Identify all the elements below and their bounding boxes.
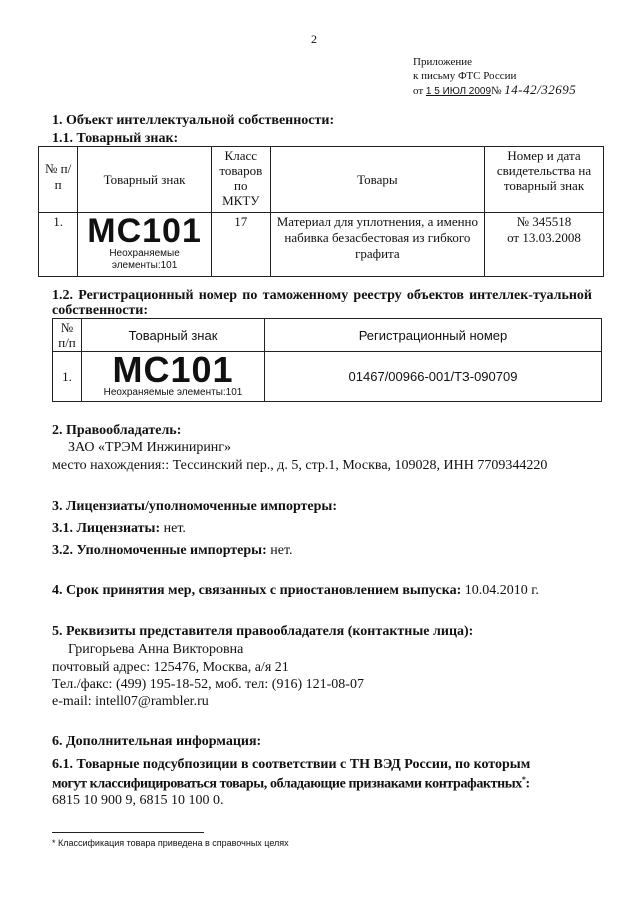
col-num-header: № п/п: [39, 147, 78, 213]
release-date: 10.04.2010 г.: [464, 583, 539, 598]
attachment-letter: к письму ФТС России: [413, 70, 517, 82]
attachment-date-line: [413, 83, 633, 99]
licensees-value: нет.: [163, 521, 186, 536]
col-cert-header: Номер и дата свидетельства на товарный знак: [484, 147, 603, 213]
footnote-mark: *: [521, 775, 526, 784]
contact-postal: почтовый адрес: 125476, Москва, а/я 21: [52, 660, 289, 675]
trademark-cell: [78, 213, 211, 277]
section6-1-line2-text: могут классифицироваться товары, обладающие признаками контрафактных: [52, 776, 522, 792]
cert-date: от 13.03.2008: [507, 230, 581, 245]
col-class-header: Класс товаров по МКТУ: [211, 147, 270, 213]
contact-name: Григорьева Анна Викторовна: [68, 642, 244, 657]
reg-unprotected-elements: Неохраняемые элементы:101: [103, 387, 243, 398]
date-stamp: 1 5 ИЮЛ 2009: [425, 86, 492, 97]
section4-line: [52, 583, 539, 599]
col-trademark-header: Товарный знак: [78, 147, 211, 213]
rightholder-name: ЗАО «ТРЭМ Инжиниринг»: [68, 440, 232, 455]
footnote: * Классификация товара приведена в справочных целях: [52, 838, 289, 848]
unprotected-elements: Неохраняемые элементы:101: [109, 248, 180, 271]
section5-title: 5. Реквизиты представителя правообладателя (контактные лица):: [52, 624, 474, 639]
reg-trademark-mark: МС101: [112, 349, 234, 390]
importers-label: 3.2. Уполномоченные импортеры:: [52, 543, 267, 558]
reg-row-num: 1.: [53, 352, 82, 402]
attachment-title: Приложение: [413, 56, 473, 68]
licensees-line: [52, 521, 186, 537]
licensees-label: 3.1. Лицензиаты:: [52, 521, 161, 536]
importers-value: нет.: [270, 543, 293, 558]
class-cell: 17: [211, 213, 270, 277]
trademark-table: [38, 146, 604, 277]
section6-1-line2: могут классифицироваться товары, обладающие признаками контрафактных*:: [52, 775, 530, 792]
contact-phones: Тел./факс: (499) 195-18-52, моб. тел: (916) 121-08-07: [52, 677, 364, 692]
reg-col-trademark-header: Товарный знак: [82, 319, 265, 352]
goods-cell: Материал для уплотнения, а именно набивка безасбестовая из гибкого графита: [270, 213, 484, 277]
col-goods-header: Товары: [270, 147, 484, 213]
number-label: №: [491, 85, 502, 97]
section6-1-line1: 6.1. Товарные подсубпозиции в соответствии с ТН ВЭД России, по которым: [52, 757, 531, 772]
tnved-codes: 6815 10 900 9, 6815 10 100 0.: [52, 793, 224, 808]
trademark-mark: МС101: [87, 212, 202, 250]
reg-number-cell: 01467/00966-001/ТЗ-090709: [265, 352, 602, 402]
footnote-divider: [52, 832, 204, 833]
reg-col-num-header: № п/п: [53, 319, 82, 352]
contact-email: e-mail: intell07@rambler.ru: [52, 694, 209, 709]
section1-title: 1. Объект интеллектуальной собственности:: [52, 113, 335, 128]
section1-2-title: 1.2. Регистрационный номер по таможенному реестру объектов интеллек-туальной собственности:: [52, 288, 592, 318]
page-number: 2: [311, 32, 317, 46]
section3-title: 3. Лицензиаты/уполномоченные импортеры:: [52, 499, 338, 514]
handwritten-number: 14-42/32695: [504, 82, 577, 97]
registration-table: [52, 318, 602, 402]
section2-title: 2. Правообладатель:: [52, 423, 182, 438]
attachment-block: [413, 55, 633, 99]
attachment-from: от: [413, 85, 424, 97]
section4-title: 4. Срок принятия мер, связанных с приостановлением выпуска:: [52, 583, 462, 598]
section1-1-title: 1.1. Товарный знак:: [52, 131, 179, 146]
section6-title: 6. Дополнительная информация:: [52, 734, 262, 749]
rightholder-address: место нахождения:: Тессинский пер., д. 5, стр.1, Москва, 109028, ИНН 7709344220: [52, 458, 548, 473]
cert-cell: [484, 213, 603, 277]
reg-col-number-header: Регистрационный номер: [265, 319, 602, 352]
row-num: 1.: [39, 213, 78, 277]
cert-number: № 345518: [516, 214, 572, 229]
reg-trademark-cell: [82, 349, 265, 402]
importers-line: [52, 543, 293, 559]
